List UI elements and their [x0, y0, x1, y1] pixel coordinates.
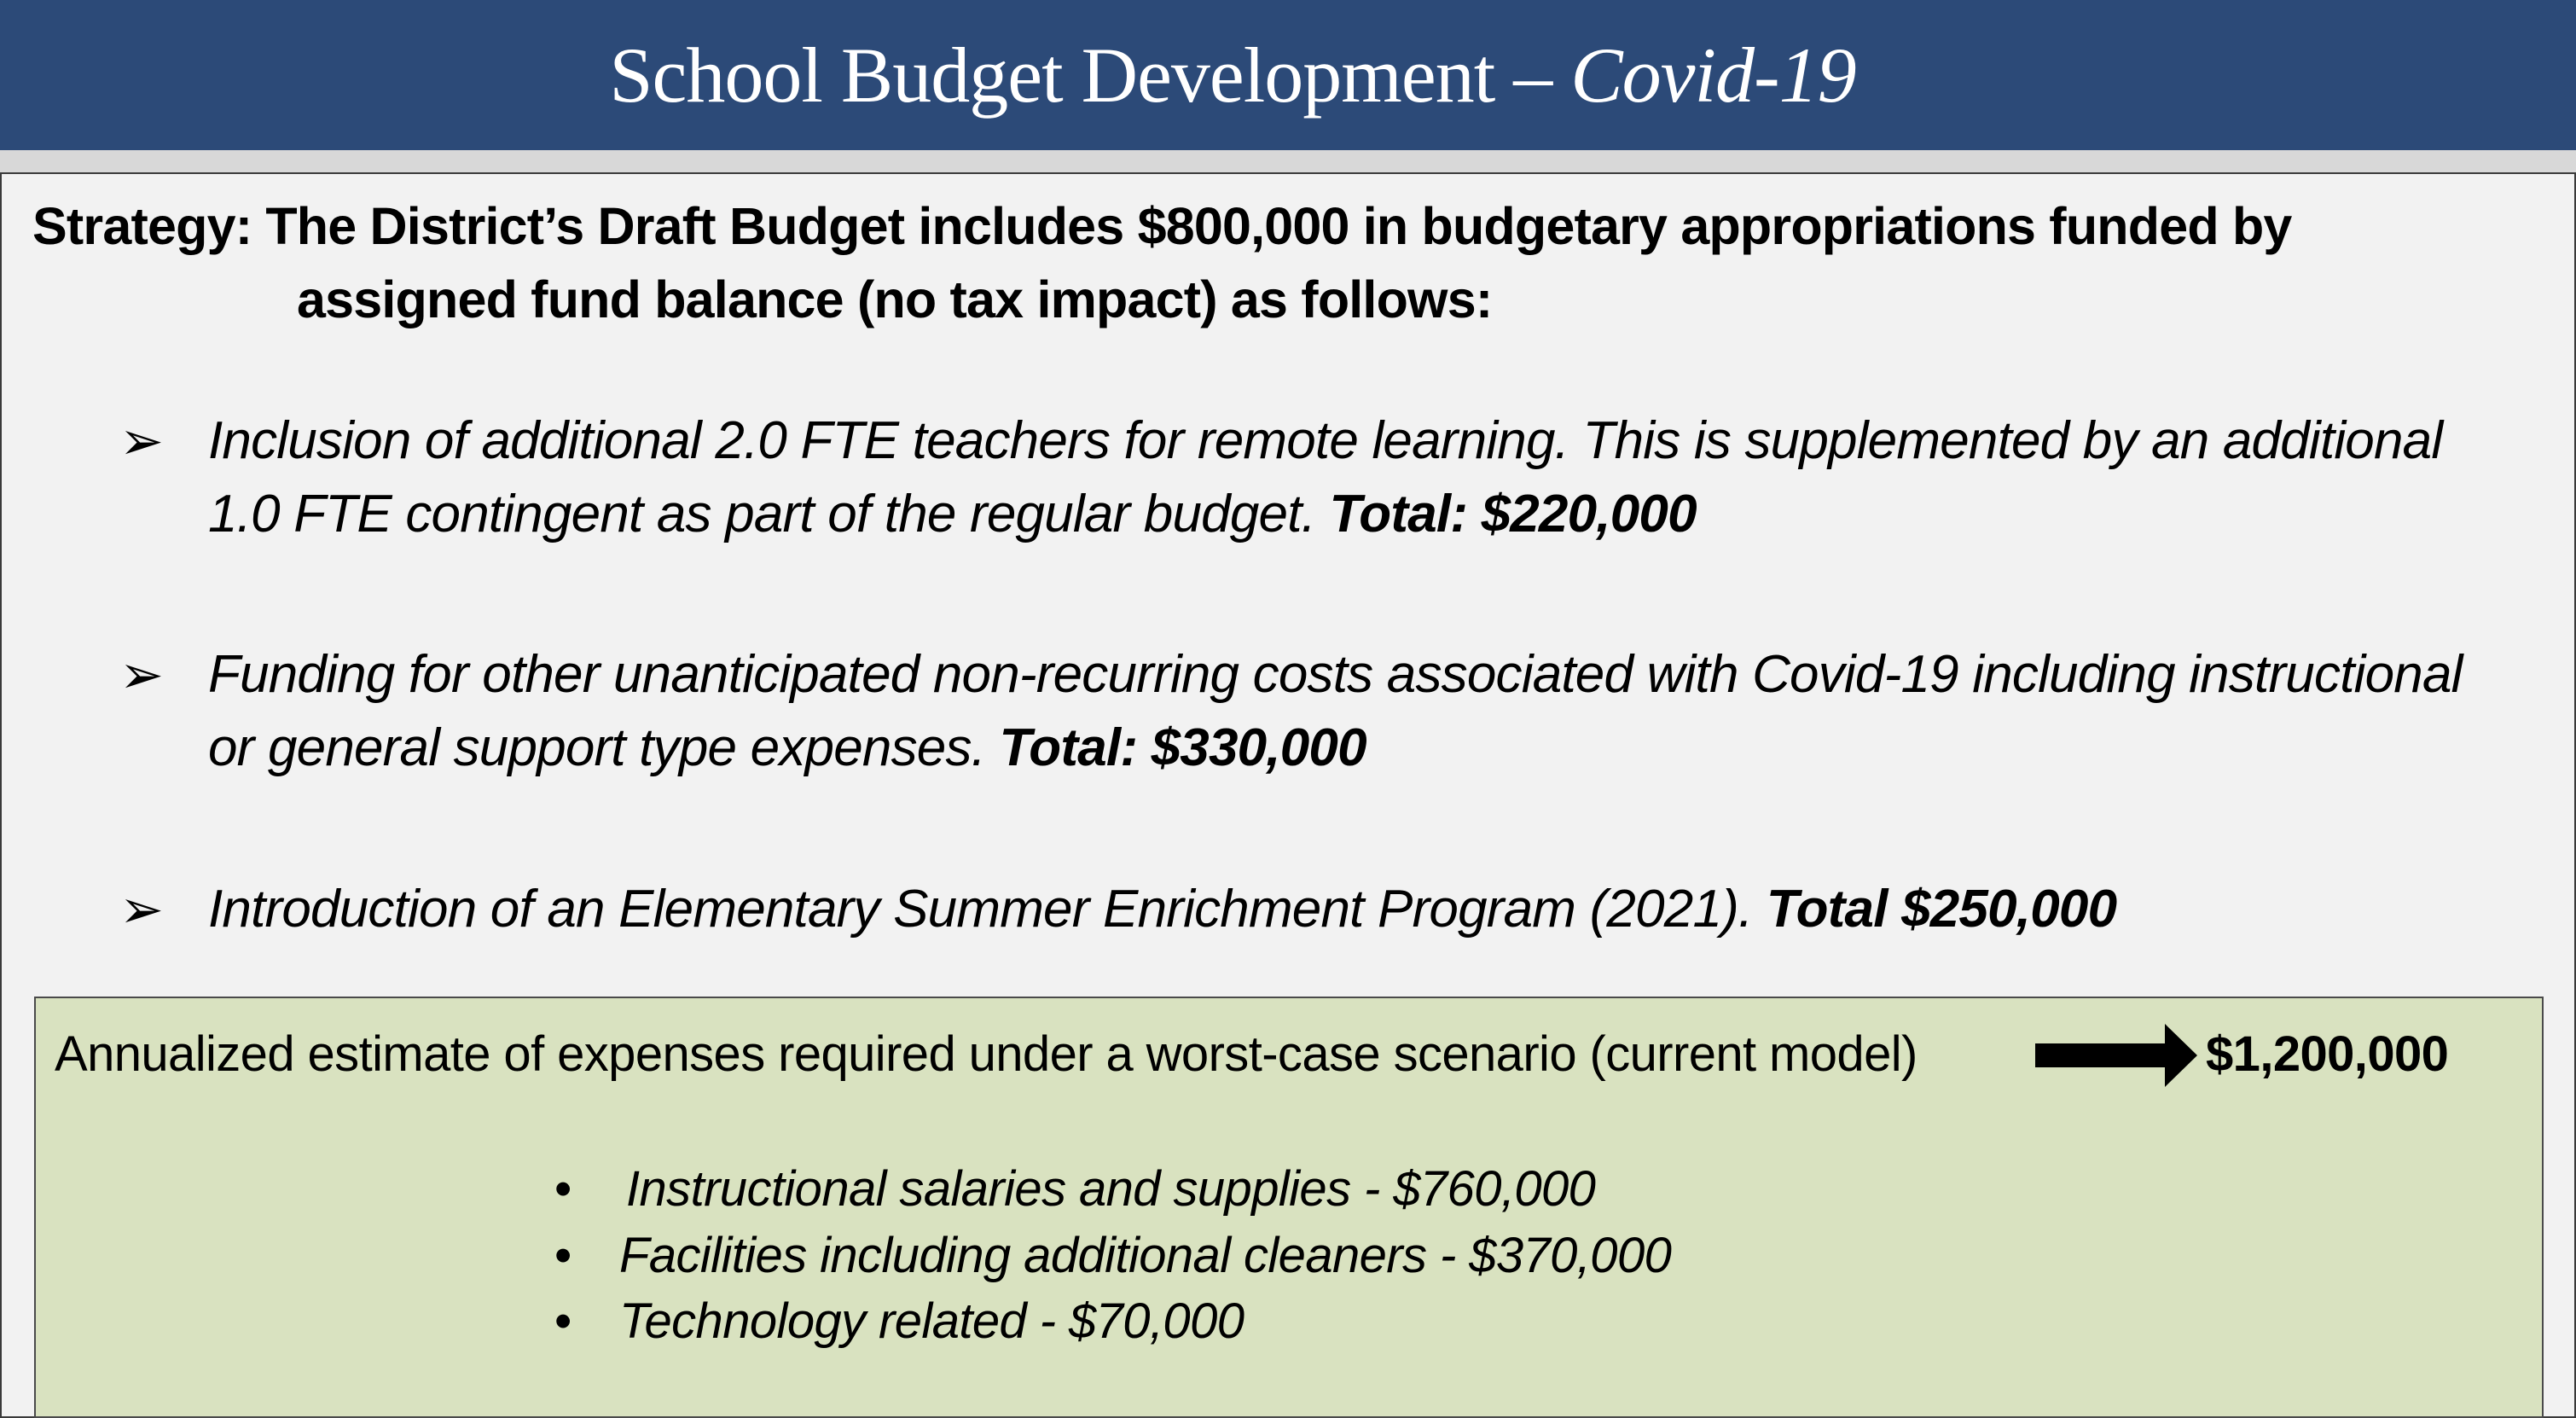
bullet-total: Total: $330,000: [999, 718, 1366, 777]
bullet-dot-icon: •: [554, 1293, 572, 1349]
bullet-dot-icon: •: [554, 1161, 572, 1217]
slide-title-italic: Covid-19: [1570, 32, 1856, 119]
bullet-description: Inclusion of additional 2.0 FTE teachers for remote learning. This is supplemented by an additional 1.0 FTE contingent as part of the regular budget.: [208, 411, 2443, 543]
bullet-text: [208, 638, 2511, 785]
arrow-bullet-icon: ➢: [119, 878, 164, 940]
list-item-text: Instructional salaries and supplies - $760,000: [626, 1161, 1596, 1217]
strategy-text: [32, 189, 2540, 336]
bullet-total: Total: $220,000: [1329, 485, 1697, 543]
list-item-text: Technology related - $70,000: [619, 1293, 1244, 1349]
bullet-dot-icon: •: [554, 1228, 572, 1283]
strategy-line-2: assigned fund balance (no tax impact) as follows:: [297, 270, 1493, 328]
bullet-text: [208, 404, 2511, 551]
list-item-text: Facilities including additional cleaners - $370,000: [619, 1228, 1672, 1283]
bullet-total: Total $250,000: [1766, 880, 2117, 939]
right-arrow-icon: [2035, 1024, 2197, 1087]
title-separator: [0, 150, 2576, 172]
slide-title-main: School Budget Development –: [609, 32, 1571, 119]
annualized-estimate-text: Annualized estimate of expenses required under a worst-case scenario (current model): [55, 1026, 1917, 1082]
annualized-estimate-total: $1,200,000: [2206, 1026, 2449, 1082]
title-bar: [0, 0, 2576, 150]
arrow-bullet-icon: ➢: [119, 410, 164, 472]
bullet-description: Funding for other unanticipated non-recurring costs associated with Covid-19 including instructional or general support type expenses.: [208, 645, 2463, 777]
bullet-text: [208, 873, 2511, 946]
strategy-line-1: Strategy: The District’s Draft Budget includes $800,000 in budgetary appropriations funded by: [32, 197, 2292, 255]
bullet-description: Introduction of an Elementary Summer Enrichment Program (2021).: [208, 880, 1767, 939]
slide-title: [0, 0, 2465, 150]
arrow-bullet-icon: ➢: [119, 643, 164, 706]
